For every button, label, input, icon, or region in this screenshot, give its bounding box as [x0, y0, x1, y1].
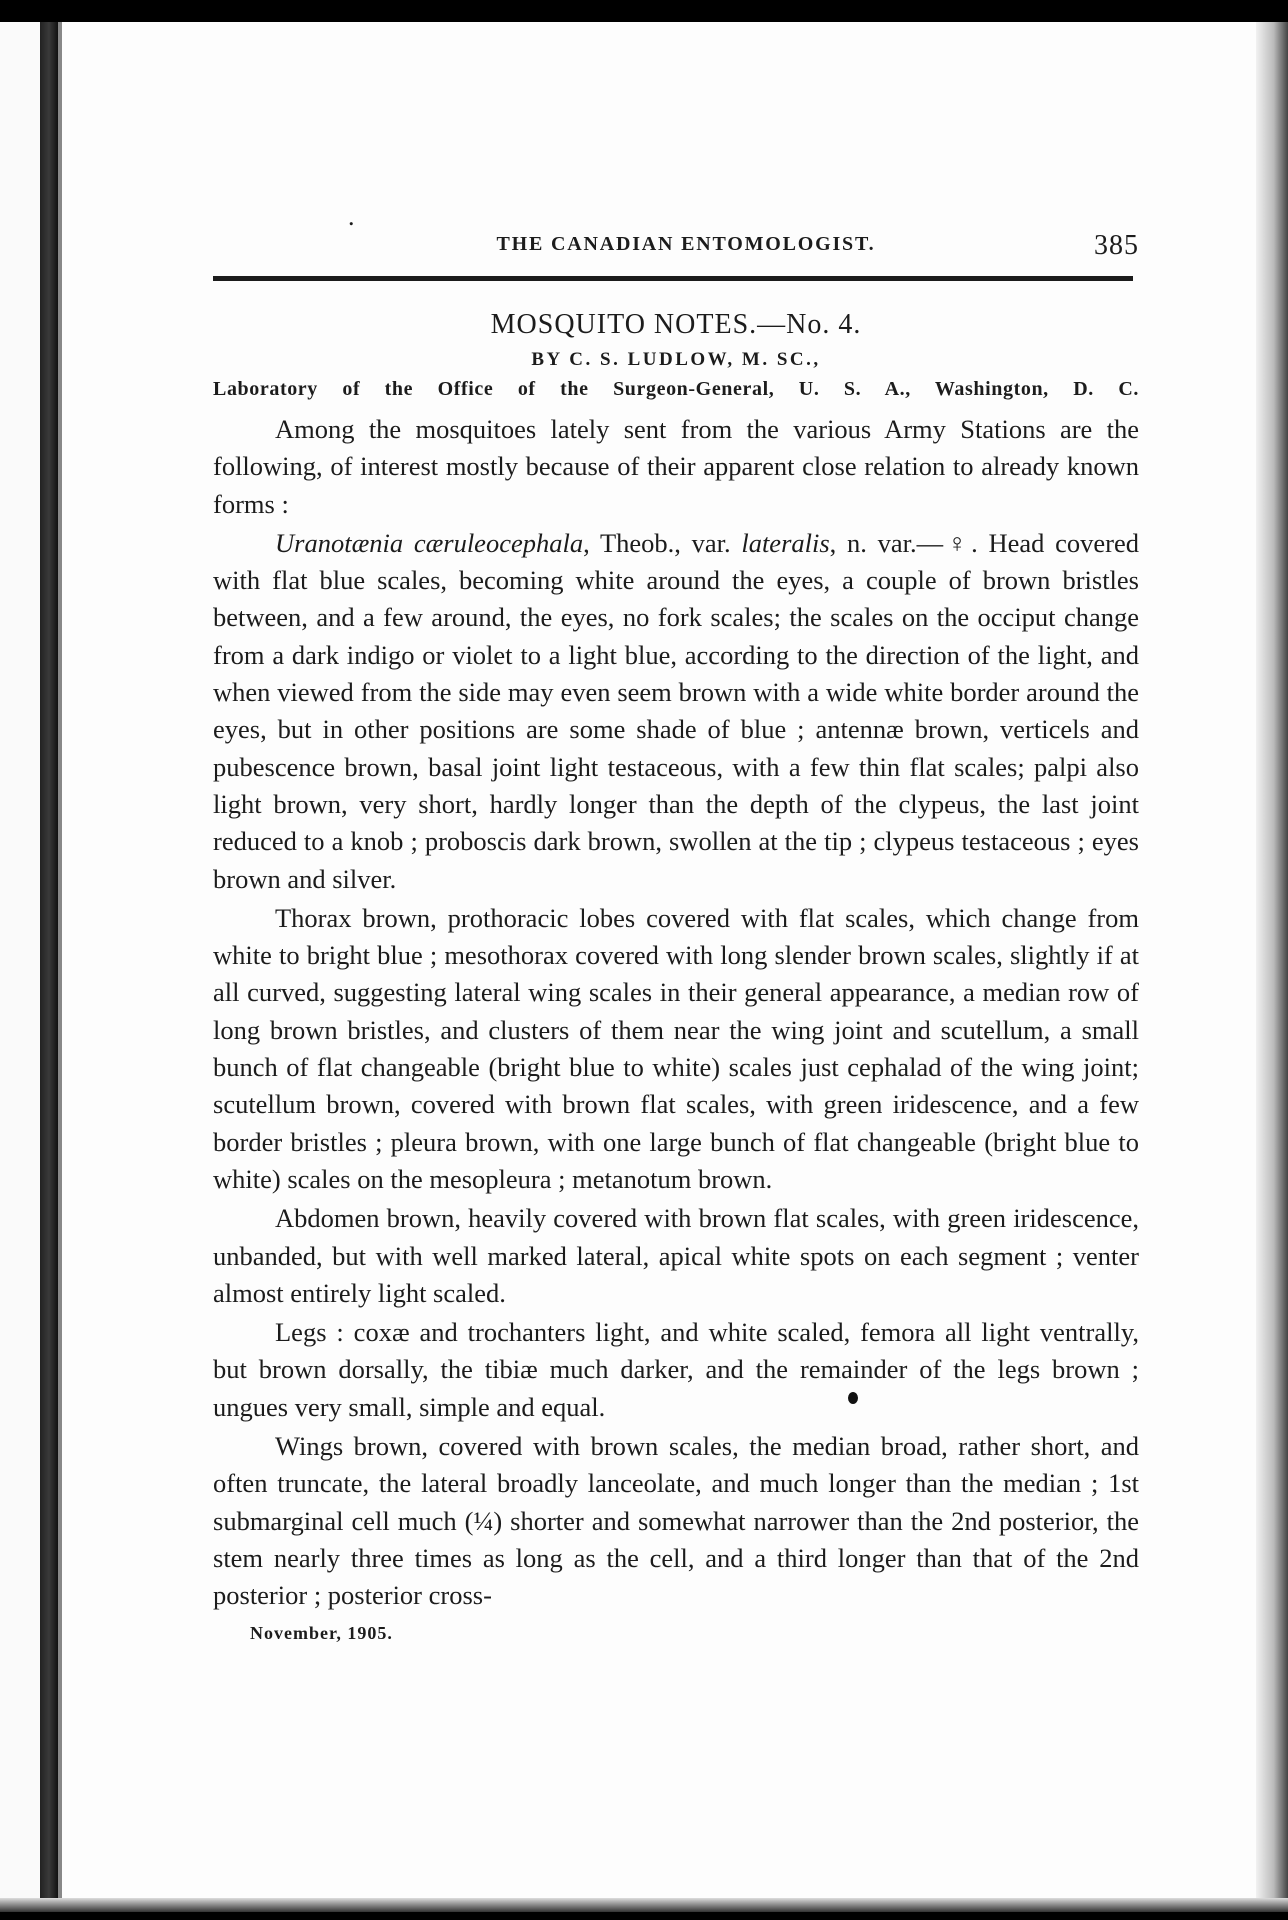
author-affiliation: Laboratory of the Office of the Surgeon-General, U. S. A., Washington, D. C.: [213, 378, 1139, 400]
bottom-page-shadow: [0, 1898, 1288, 1912]
header-rule: [213, 276, 1133, 281]
paragraph-thorax: Thorax brown, prothoracic lobes covered with flat scales, which change from white to bright blue ; mesothorax covered with long slender brown scales, slightly if at all curved, suggesting lateral wing scales in their general appearance, a median row of long brown bristles, and clusters of them near the wing joint and scutellum, a small bunch of flat changeable (bright blue to white) scales just cephalad of the wing joint; scutellum brown, covered with brown flat scales, with green iridescence, and a few border bristles ; pleura brown, with one large bunch of flat changeable (bright blue to white) scales on the mesopleura ; metanotum brown.: [213, 902, 1139, 1194]
variety-name: lateralis: [741, 527, 830, 558]
paragraph-legs: Legs : coxæ and trochanters light, and white scaled, femora all light ventrally, but brown dorsally, the tibiæ much darker, and the remainder of the legs brown ; ungues very small, simple and equal.: [213, 1317, 1139, 1422]
running-head: [213, 200, 1139, 276]
paragraph-species-description: [213, 525, 1139, 898]
right-page-shadow: [1256, 22, 1288, 1912]
species-name: Uranotænia cæruleocephala: [275, 527, 584, 558]
issue-date: November, 1905.: [250, 1622, 393, 1643]
head-description: , n. var.—♀. Head covered with flat blue scales, becoming white around the eyes, a couple of brown bristles between, and a few around, the eyes, no fork scales; the scales on the occiput change from a dark indigo or violet to a light blue, according to the direction of the light, and when viewed from the side may even seem brown with a wide white border around the eyes, but in other positions are some shade of blue ; antennæ brown, verticels and pubescence brown, basal joint light testaceous, with a few thin flat scales; palpi also light brown, very short, hardly longer than the depth of the clypeus, the last joint reduced to a knob ; proboscis dark brown, swollen at the tip ; clypeus testaceous ; eyes brown and silver.: [213, 527, 1139, 894]
running-head-dot: .: [348, 202, 355, 231]
paragraph-intro: Among the mosquitoes lately sent from the various Army Stations are the following, of interest mostly because of their apparent close relation to already known forms :: [213, 414, 1139, 519]
page-content: [213, 200, 1139, 1644]
author-byline: BY C. S. LUDLOW, M. SC.,: [531, 349, 821, 370]
species-author: , Theob., var.: [583, 527, 742, 558]
paragraph-abdomen: Abdomen brown, heavily covered with brown flat scales, with green iridescence, unbanded, but with well marked lateral, apical white spots on each segment ; venter almost entirely light scaled.: [213, 1203, 1139, 1308]
paragraph-wings: Wings brown, covered with brown scales, the median broad, rather short, and often truncate, the lateral broadly lanceolate, and much longer than the median ; 1st submarginal cell much (¼) shorter and somewhat narrower than the 2nd posterior, the stem nearly three times as long as the cell, and a third longer than that of the 2nd posterior ; posterior cross-: [213, 1431, 1139, 1611]
journal-title: THE CANADIAN ENTOMOLOGIST.: [496, 233, 876, 255]
article-body: [213, 411, 1139, 1615]
binding-edge-line: [58, 22, 62, 1912]
page-number: 385: [1094, 230, 1139, 261]
binding-shadow: [40, 22, 58, 1912]
facing-page-edge: [0, 22, 40, 1912]
article-title: MOSQUITO NOTES.—No. 4.: [490, 309, 862, 340]
scanned-page: [0, 22, 1288, 1912]
